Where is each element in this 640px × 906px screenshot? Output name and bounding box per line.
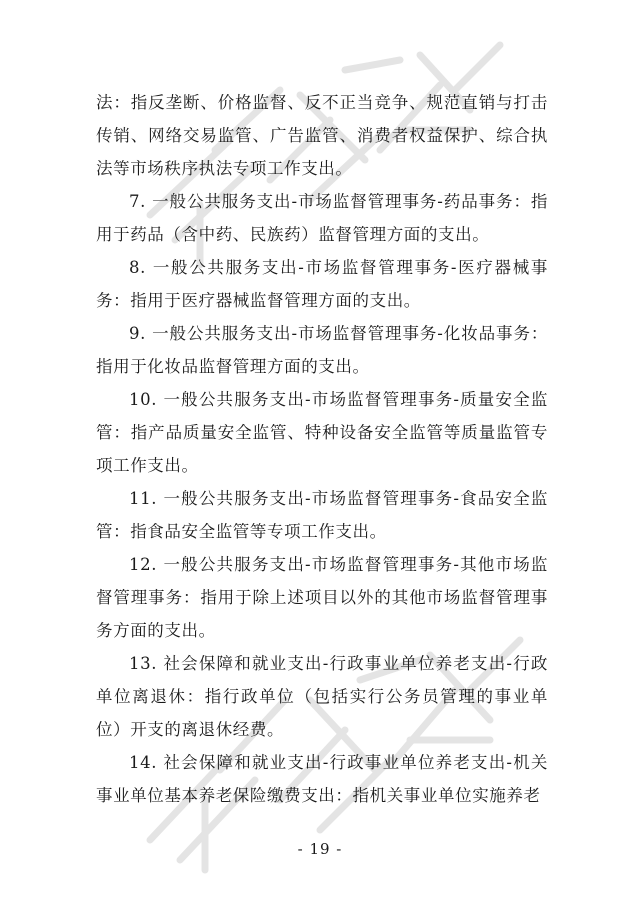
paragraph-continuation: 法：指反垄断、价格监督、反不正当竞争、规范直销与打击传销、网络交易监管、广告监管、消费者权益保护、综合执法等市场秩序执法专项工作支出。 xyxy=(96,93,548,178)
page-number: - 19 - xyxy=(297,840,343,858)
paragraph-item-10: 10. 一般公共服务支出-市场监督管理事务-质量安全监管：指产品质量安全监管、特种设备安全监管等质量监管专项工作支出。 xyxy=(96,390,548,475)
paragraph-item-9: 9. 一般公共服务支出-市场监督管理事务-化妆品事务：指用于化妆品监督管理方面的支出。 xyxy=(96,324,548,376)
paragraph-item-14: 14. 社会保障和就业支出-行政事业单位养老支出-机关事业单位基本养老保险缴费支出：指机关事业单位实施养老 xyxy=(96,753,548,805)
paragraph-item-7: 7. 一般公共服务支出-市场监督管理事务-药品事务：指用于药品（含中药、民族药）监督管理方面的支出。 xyxy=(96,192,548,244)
paragraph-item-12: 12. 一般公共服务支出-市场监督管理事务-其他市场监督管理事务：指用于除上述项目以外的其他市场监督管理事务方面的支出。 xyxy=(96,555,548,640)
paragraph-item-8: 8. 一般公共服务支出-市场监督管理事务-医疗器械事务：指用于医疗器械监督管理方面的支出。 xyxy=(96,258,548,310)
paragraph-item-11: 11. 一般公共服务支出-市场监督管理事务-食品安全监管：指食品安全监管等专项工作支出。 xyxy=(96,489,548,541)
paragraph-item-13: 13. 社会保障和就业支出-行政事业单位养老支出-行政单位离退休：指行政单位（包括实行公务员管理的事业单位）开支的离退休经费。 xyxy=(96,654,548,739)
body-text xyxy=(96,86,548,812)
